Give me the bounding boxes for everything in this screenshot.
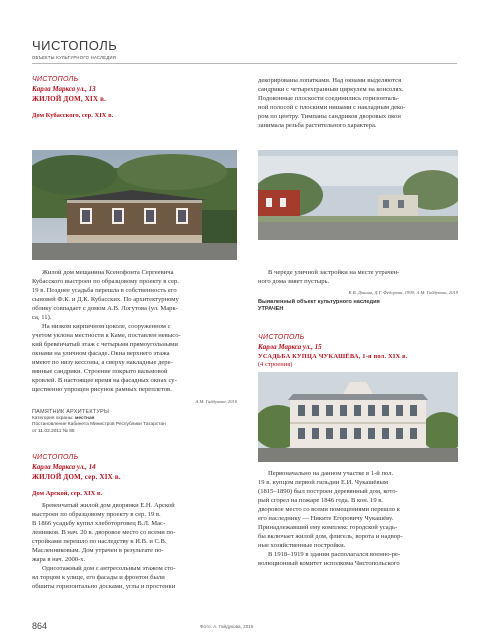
text-line: ного дома зияет пустырь. — [258, 278, 330, 285]
text-line: кий бревенчатый этаж с четырьмя прямоугольными — [32, 341, 178, 348]
entry3-street: Карла Маркса ул., 15 — [258, 343, 322, 351]
lost-status: УТРАЧЕН — [258, 306, 284, 313]
photo-chukashev-estate — [258, 372, 458, 462]
text-line: занимала резьба растительного характера. — [258, 122, 377, 129]
text-line: В 1918–1919 в здании располагался военно-ре- — [268, 551, 401, 558]
entry3-text — [258, 469, 458, 568]
text-line: Подоконные плоскости соединились горизонталь- — [258, 95, 400, 102]
photo-kubassky-house — [32, 150, 237, 260]
entry2-heading — [32, 454, 237, 497]
page-number: 864 — [32, 621, 48, 631]
text-line: стройками перешло по наследству к И.В. и С.В. — [32, 538, 167, 545]
text-line: декорированы лопатками. Над окнами выделяются — [258, 77, 402, 84]
text-line: Одноэтажный дом с антресольным этажом сто- — [42, 565, 176, 572]
monument-type: ПАМЯТНИК АРХИТЕКТУРЫ — [32, 409, 110, 415]
entry2-text — [32, 501, 237, 591]
text-line: ные хозяйственные постройки. — [258, 542, 346, 549]
text-line: окнами на уличном фасаде. Окна верхнего этажа — [32, 350, 170, 357]
page-header-title: ЧИСТОПОЛЬ — [32, 38, 118, 53]
entry1-street: Карла Маркса ул., 13 — [32, 85, 96, 93]
text-line: сыновей Ф.К. и Д.К. Кубасских. По архитектурному — [32, 296, 179, 303]
lost-label: Выявленный объект культурного наследия — [258, 299, 380, 305]
entry1-subtitle: Дом Кубасского, сер. XIX в. — [32, 112, 114, 119]
text-line: ной полосой с плоскими нишами с накладным деко- — [258, 104, 406, 111]
entry3-city: ЧИСТОПОЛЬ — [258, 334, 305, 341]
entry3-object: УСАДЬБА КУПЦА ЧУКАШЁВА, 1-я пол. XIX в. — [258, 353, 408, 360]
protection-label: Категория охраны: — [32, 415, 75, 421]
text-line: имеют по низу кессоны, а сверху накладные дере- — [32, 359, 173, 366]
text-line: обшиты горизонтально досками, углы и простенки — [32, 583, 176, 590]
entry1-heading — [32, 76, 232, 119]
text-line: облику совпадает с домом А.В. Логутова (ул. Марк- — [32, 305, 178, 312]
text-line: его наследнику — Никите Егоровичу Чукашёву. — [258, 515, 394, 522]
entry1-object: ЖИЛОЙ ДОМ, XIX в. — [32, 95, 107, 103]
decree-line1: Постановление Кабинета Министров Республики Татарстан — [32, 422, 166, 427]
text-line: щественно упрощен рисунок рамных переплетов. — [32, 386, 172, 393]
decree-line2: от 11.02.2011 № 85 — [32, 428, 75, 434]
text-line: дворовое место со всеми помещениями перешло к — [258, 506, 400, 513]
entry1-author: А.М. Гайдукова, 2016 — [195, 399, 237, 404]
text-line: бы включает жилой дом, флигель, ворота и надвор- — [258, 533, 403, 540]
text-line: Первоначально на данном участке в 1-й пол. — [268, 470, 394, 477]
photo-empty-lot — [258, 150, 458, 240]
text-line: выстроен по образцовому проекту в сер. 19 в. — [32, 511, 161, 518]
text-line: вянные сандрики. Строение покрыто вальмовой — [32, 368, 168, 375]
text-line: (1815–1890) был построен деревянный дом, кото- — [258, 488, 398, 495]
right-caption: К.В. Донина, Д.Г. Фёдорова, 1999; А.М. Гайдукова, 2019 — [348, 290, 458, 295]
entry1-text — [32, 268, 237, 394]
entry3-heading — [258, 334, 458, 368]
text-line: На низком кирпичном цоколе, сооруженном с — [42, 323, 171, 330]
text-line: волюционный комитет исполкома Чистопольского — [258, 560, 400, 567]
text-line: ром по центру. Тимпаны сандриков дворовых окон — [258, 113, 401, 120]
text-line: 19 в. купцом первой гильдии Е.И. Чукашёвым — [258, 479, 389, 486]
text-line: Бревенчатый жилой дом дворянки Е.Н. Арской — [42, 502, 175, 509]
entry2-city: ЧИСТОПОЛЬ — [32, 454, 79, 461]
text-line: сандрики с четырехгранным циркулем на консолях. — [258, 86, 404, 93]
entry1-text-right-mid — [258, 268, 458, 286]
entry2-object: ЖИЛОЙ ДОМ, сер. XIX в. — [32, 473, 121, 481]
text-line: Принадлежавший ему комплекс городской усадь- — [258, 524, 398, 531]
text-line: рый сгорел на пожаре 1846 года. В кон. 19 в. — [258, 497, 384, 504]
text-line: Жилой дом мещанина Ксенофонта Сергеевича — [42, 269, 174, 276]
monument-info — [32, 409, 237, 435]
entry1-text-right-top — [258, 76, 458, 130]
protection-value: местная — [74, 415, 95, 421]
text-line: ленников. В нач. 20 в. дворовое место со всеми по- — [32, 529, 176, 536]
entry2-street: Карла Маркса ул., 14 — [32, 463, 96, 471]
text-line: кровлей. В настоящее время на фасадных окнах су- — [32, 377, 177, 384]
text-line: са, 11). — [32, 314, 52, 321]
entry2-subtitle: Дом Арской, сер. XIX в. — [32, 490, 103, 497]
text-line: В череде уличной застройки на месте утрачен- — [268, 269, 400, 276]
page-header-subtitle: ОБЪЕКТЫ КУЛЬТУРНОГО НАСЛЕДИЯ — [32, 55, 117, 60]
text-line: Кубасского выстроен по образцовому проекту в сер. — [32, 278, 179, 285]
text-line: учетом уклона местности к Каме, поставлен невысо- — [32, 332, 181, 339]
text-line: Масленниковым. Дом утрачен в результате по- — [32, 547, 164, 554]
text-line: ял торцом к улице, его фасады и фронтон были — [32, 574, 165, 581]
text-line: жара в нач. 2000-х. — [32, 556, 86, 563]
photo-credit: Фото: А. Гайдукова, 2015 — [200, 624, 254, 629]
text-line: В 1866 усадьбу купил хлеботорговец В.Л. Мас- — [32, 520, 166, 527]
header-rule — [32, 63, 457, 64]
lost-status-block — [258, 299, 458, 313]
entry1-city: ЧИСТОПОЛЬ — [32, 76, 79, 83]
text-line: 19 в. Позднее усадьба перешла в собственность его — [32, 287, 177, 294]
entry3-subtitle: (4 строения) — [258, 361, 293, 368]
